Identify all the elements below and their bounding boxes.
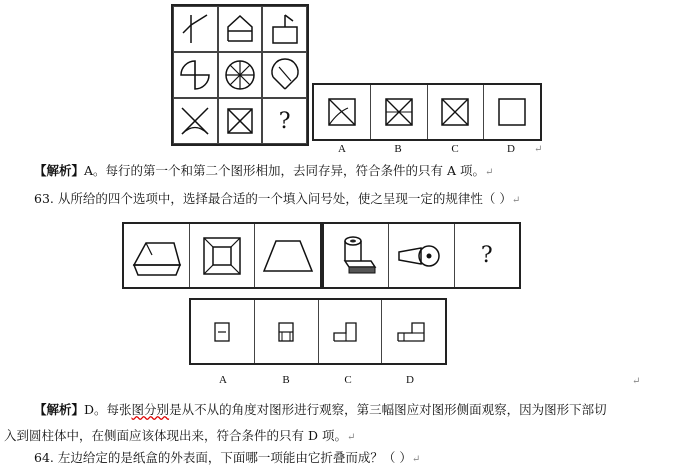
q62-cell-7	[173, 98, 218, 144]
q62-option-a-figure	[324, 94, 360, 130]
question-63-text: 从所给的四个选项中，选择最合适的一个填入问号处，使之呈现一定的规律性（ ）	[57, 191, 512, 206]
q62-cell-4	[173, 52, 218, 98]
q63-frustum-top-figure	[199, 233, 245, 279]
q63-option-a-figure	[207, 317, 237, 347]
q62-cell-3	[262, 6, 307, 52]
question-63	[34, 191, 520, 209]
q62-options-row	[312, 83, 542, 141]
q62-figure-8	[222, 103, 258, 139]
q62-cell-6	[262, 52, 307, 98]
paragraph-mark: ↵	[534, 144, 543, 155]
q62-option-b-cell[interactable]	[371, 85, 428, 139]
q63-seq1-cell-2	[190, 224, 256, 287]
q63-cylinder-block-figure	[331, 231, 381, 281]
q62-figure-7	[177, 103, 213, 139]
q62-option-a-cell[interactable]	[314, 85, 371, 139]
q62-option-c-label: C	[451, 143, 459, 155]
analysis-63-line-2	[4, 428, 355, 446]
q62-cell-8	[218, 98, 263, 144]
analysis-62-text: A。每行的第一个和第二个图形相加，去同存异，符合条件的只有 A 项。	[84, 163, 486, 178]
q63-option-c-label: C	[344, 374, 352, 386]
question-64-text: 左边给定的是纸盒的外表面，下面哪一项能由它折叠而成？（ ）	[57, 450, 412, 465]
analysis-63-text-after: 是从不从的角度对图形进行观察，第三幅图应对图形侧面观察，因为图形下部切	[169, 402, 607, 417]
q63-seq1-cell-1	[124, 224, 190, 287]
q63-option-d-label: D	[406, 374, 414, 386]
paragraph-mark: ↵	[632, 376, 641, 387]
q62-figure-grid	[171, 4, 309, 146]
q63-sequence-2	[322, 222, 521, 289]
q62-option-b-label: B	[394, 143, 402, 155]
q62-option-d-cell[interactable]	[484, 85, 540, 139]
q63-seq2-cell-1	[324, 224, 389, 287]
analysis-62-tag: 【解析】	[34, 163, 85, 178]
q63-sequence-1	[122, 222, 322, 289]
q63-cylinder-top-figure	[393, 236, 449, 276]
q62-cell-2	[218, 6, 263, 52]
question-63-number: 63.	[34, 191, 54, 206]
q62-option-c-figure	[437, 94, 473, 130]
q62-figure-2	[222, 11, 258, 47]
paragraph-mark: ↵	[511, 195, 521, 206]
q62-figure-1	[177, 11, 213, 47]
q62-option-d-label: D	[507, 143, 515, 155]
q63-frustum-oblique-figure	[128, 233, 184, 279]
q62-option-a-label: A	[338, 143, 346, 155]
q63-option-c-cell[interactable]	[319, 300, 383, 363]
question-64-number: 64.	[34, 450, 54, 465]
q63-option-c-figure	[330, 317, 370, 347]
analysis-63-line-2-text: 入到圆柱体中，在侧面应该体现出来，符合条件的只有 D 项。	[4, 428, 347, 443]
q63-options-row	[189, 298, 447, 365]
q62-question-mark: ?	[278, 108, 291, 134]
q63-option-d-cell[interactable]	[382, 300, 445, 363]
q63-option-a-cell[interactable]	[191, 300, 255, 363]
q62-figure-3	[267, 11, 303, 47]
paragraph-mark: ↵	[346, 432, 356, 443]
q62-cell-5	[218, 52, 263, 98]
q62-figure-6	[267, 57, 303, 93]
analysis-63-line-1	[34, 402, 607, 418]
q63-option-b-label: B	[282, 374, 290, 386]
q63-option-d-figure	[394, 317, 434, 347]
q63-option-a-label: A	[219, 374, 227, 386]
q62-option-d-figure	[494, 94, 530, 130]
q63-option-b-cell[interactable]	[255, 300, 319, 363]
q63-option-b-figure	[271, 317, 301, 347]
paragraph-mark: ↵	[411, 454, 421, 465]
analysis-63-wavy-text: 图分别	[131, 402, 170, 417]
q63-seq2-cell-3	[455, 224, 519, 287]
q63-question-mark: ?	[480, 243, 493, 268]
q62-option-b-figure	[381, 94, 417, 130]
q63-seq2-cell-2	[389, 224, 454, 287]
q62-cell-9	[262, 98, 307, 144]
q63-frustum-side-figure	[260, 233, 316, 279]
question-64	[34, 450, 420, 468]
q62-cell-1	[173, 6, 218, 52]
q62-figure-5	[222, 57, 258, 93]
analysis-63-tag: 【解析】	[34, 402, 85, 417]
analysis-62	[34, 163, 493, 181]
q62-option-c-cell[interactable]	[428, 85, 485, 139]
q63-seq1-cell-3	[255, 224, 320, 287]
analysis-63-text-before: D。每张	[84, 402, 132, 417]
paragraph-mark: ↵	[485, 167, 494, 178]
q62-figure-4	[177, 57, 213, 93]
